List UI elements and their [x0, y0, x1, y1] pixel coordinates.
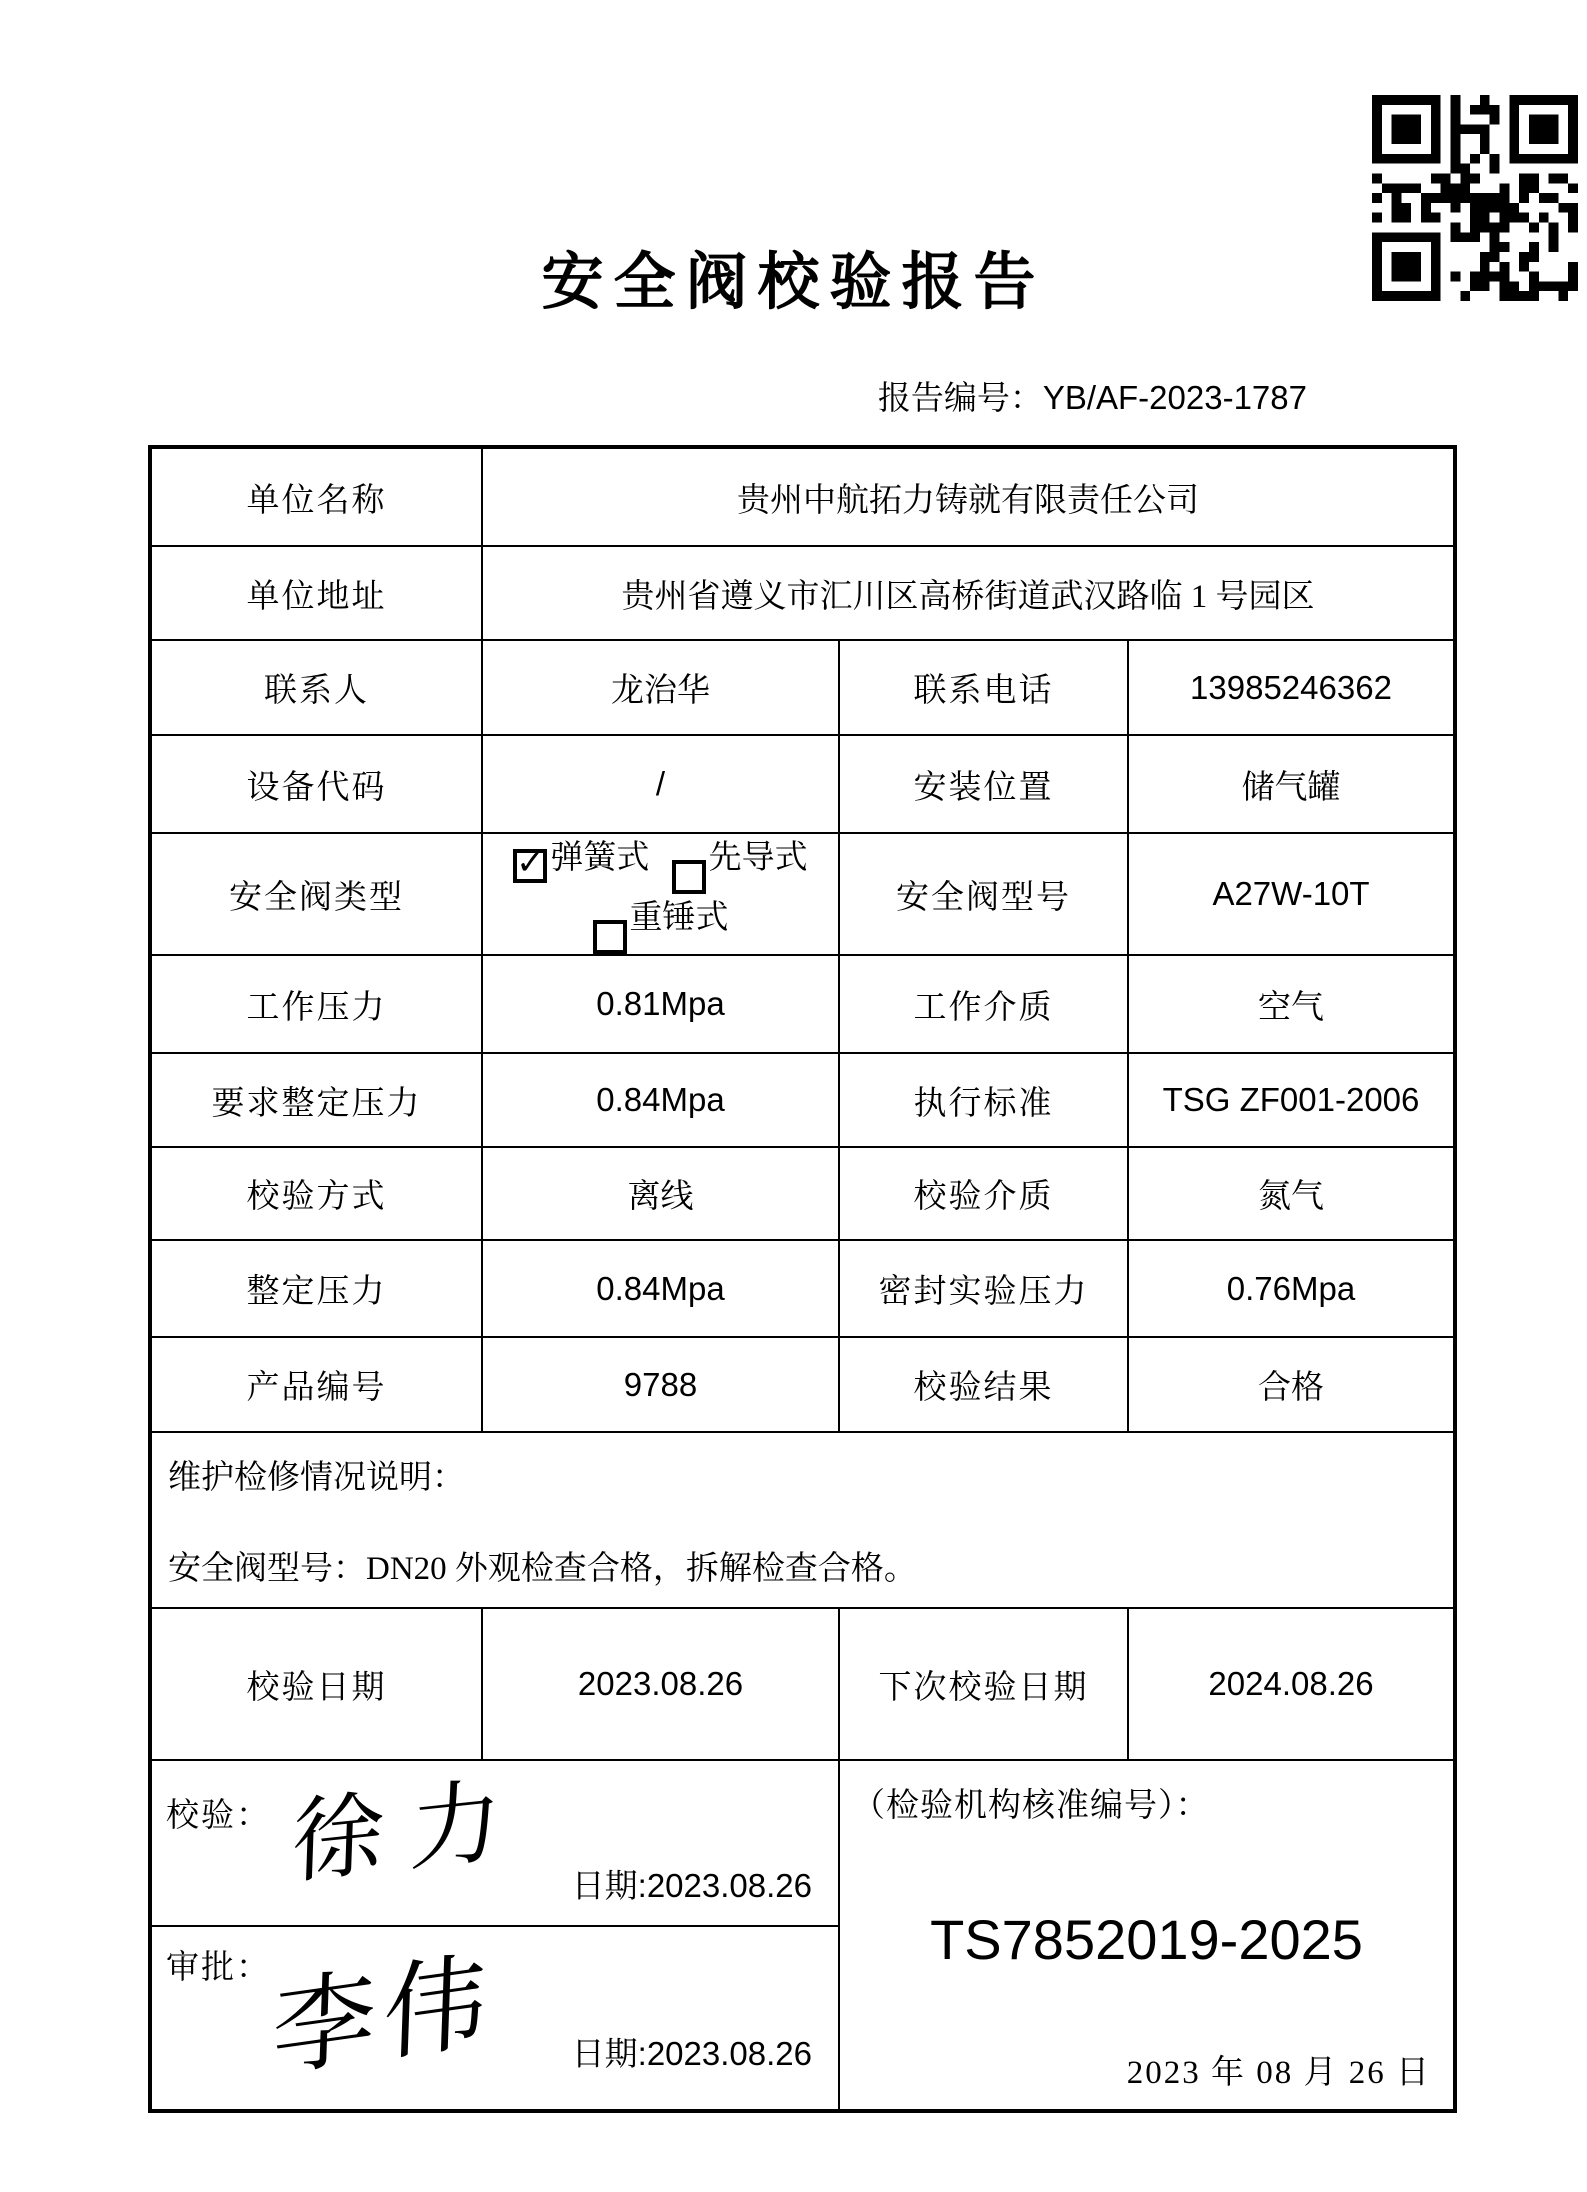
agency-date: 2023 年 08 月 26 日	[1126, 2055, 1431, 2091]
row-product-no	[150, 1337, 1455, 1432]
report-number-label: 报告编号：	[877, 381, 1043, 417]
report-number-value: YB/AF-2023-1787	[1042, 379, 1307, 416]
row-working-pressure	[150, 955, 1455, 1053]
valve-type-option-pilot: 先导式	[672, 840, 808, 876]
standard-value: TSG ZF001-2006	[1128, 1053, 1455, 1147]
unit-name-label: 单位名称	[150, 447, 482, 546]
valve-type-options	[482, 833, 839, 955]
valve-model-value: A27W-10T	[1128, 833, 1455, 955]
valve-type-label: 安全阀类型	[150, 833, 482, 955]
unit-address-label: 单位地址	[150, 546, 482, 640]
calibrator-date: 日期:2023.08.26	[571, 1867, 812, 1904]
approver-cell	[150, 1926, 839, 2111]
row-unit-name	[150, 447, 1455, 546]
calibration-medium-value: 氮气	[1128, 1147, 1455, 1240]
calibration-method-label: 校验方式	[150, 1147, 482, 1240]
maintenance-note: 安全阀型号：DN20 外观检查合格，拆解检查合格。	[168, 1551, 917, 1587]
checkmark-icon: ✓	[516, 843, 545, 883]
standard-label: 执行标准	[839, 1053, 1128, 1147]
set-pressure-label: 整定压力	[150, 1240, 482, 1337]
row-dates	[150, 1608, 1455, 1760]
next-calibration-date-value: 2024.08.26	[1128, 1608, 1455, 1760]
result-value: 合格	[1128, 1337, 1455, 1432]
product-no-label: 产品编号	[150, 1337, 482, 1432]
unit-name-value: 贵州中航拓力铸就有限责任公司	[482, 447, 1455, 546]
approver-signature: 李伟	[270, 1942, 497, 2091]
result-label: 校验结果	[839, 1337, 1128, 1432]
approver-date: 日期:2023.08.26	[571, 2035, 812, 2072]
phone-value: 13985246362	[1128, 640, 1455, 735]
contact-value: 龙治华	[482, 640, 839, 735]
calibrator-label: 校验：	[166, 1798, 271, 1834]
agency-approval-number: TS7852019-2025	[930, 1908, 1363, 1971]
unit-address-value: 贵州省遵义市汇川区高桥街道武汉路临 1 号园区	[482, 546, 1455, 640]
checkbox-unchecked-icon	[593, 920, 627, 954]
calibrator-signature: 徐力	[290, 1767, 529, 1895]
working-pressure-label: 工作压力	[150, 955, 482, 1053]
row-contact	[150, 640, 1455, 735]
valve-type-option-weight: 重锤式	[593, 900, 729, 936]
row-required-set-pressure	[150, 1053, 1455, 1147]
maintenance-label: 维护检修情况说明：	[168, 1460, 465, 1496]
calibration-date-value: 2023.08.26	[482, 1608, 839, 1760]
working-pressure-value: 0.81Mpa	[482, 955, 839, 1053]
agency-cell	[839, 1760, 1455, 2111]
next-calibration-date-label: 下次校验日期	[839, 1608, 1128, 1760]
row-calibration-method	[150, 1147, 1455, 1240]
report-number-line	[0, 372, 1307, 419]
checkbox-checked-icon	[513, 843, 547, 883]
row-set-pressure	[150, 1240, 1455, 1337]
seal-test-pressure-value: 0.76Mpa	[1128, 1240, 1455, 1337]
working-medium-label: 工作介质	[839, 955, 1128, 1053]
calibration-method-value: 离线	[482, 1147, 839, 1240]
row-maintenance	[150, 1432, 1455, 1608]
seal-test-pressure-label: 密封实验压力	[839, 1240, 1128, 1337]
checkbox-unchecked-icon	[672, 860, 706, 894]
row-calibrator	[150, 1760, 1455, 1926]
approver-label: 审批：	[166, 1950, 271, 1986]
row-unit-address	[150, 546, 1455, 640]
product-no-value: 9788	[482, 1337, 839, 1432]
agency-label: （检验机构核准编号）：	[852, 1788, 1210, 1824]
working-medium-value: 空气	[1128, 955, 1455, 1053]
calibration-date-label: 校验日期	[150, 1608, 482, 1760]
row-valve-type	[150, 833, 1455, 955]
page-title: 安全阀校验报告	[541, 249, 1046, 317]
install-location-value: 储气罐	[1128, 735, 1455, 833]
calibration-medium-label: 校验介质	[839, 1147, 1128, 1240]
device-code-value: /	[482, 735, 839, 833]
install-location-label: 安装位置	[839, 735, 1128, 833]
contact-label: 联系人	[150, 640, 482, 735]
phone-label: 联系电话	[839, 640, 1128, 735]
required-set-pressure-label: 要求整定压力	[150, 1053, 482, 1147]
calibrator-cell	[150, 1760, 839, 1926]
maintenance-cell	[150, 1432, 1455, 1608]
row-device	[150, 735, 1455, 833]
valve-type-option-spring: ✓ 弹簧式	[513, 840, 649, 876]
set-pressure-value: 0.84Mpa	[482, 1240, 839, 1337]
valve-model-label: 安全阀型号	[839, 833, 1128, 955]
report-table	[148, 445, 1457, 2113]
device-code-label: 设备代码	[150, 735, 482, 833]
required-set-pressure-value: 0.84Mpa	[482, 1053, 839, 1147]
